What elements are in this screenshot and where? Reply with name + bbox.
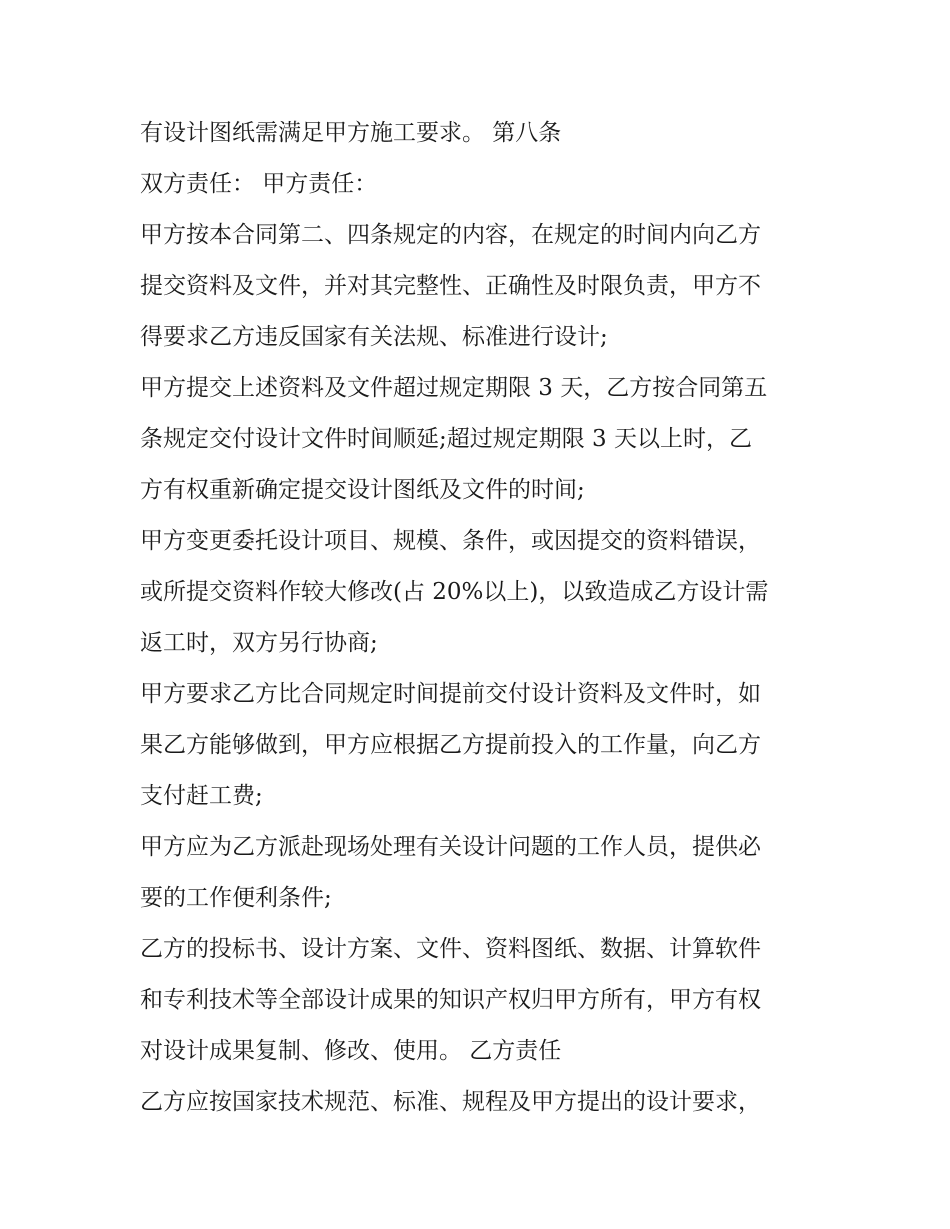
text-line: 支付赶工费; bbox=[140, 783, 263, 809]
text-line: 乙方的投标书、设计方案、文件、资料图纸、数据、计算软件 bbox=[140, 936, 761, 962]
text-line: 得要求乙方违反国家有关法规、标准进行设计; bbox=[140, 324, 608, 350]
contract-text bbox=[140, 108, 820, 1128]
text-line: 提交资料及文件，并对其完整性、正确性及时限负责，甲方不 bbox=[140, 273, 761, 299]
text-line: 甲方变更委托设计项目、规模、条件，或因提交的资料错误， bbox=[140, 528, 761, 554]
text-line: 或所提交资料作较大修改(占 20%以上)，以致造成乙方设计需 bbox=[140, 579, 769, 605]
text-line: 返工时，双方另行协商; bbox=[140, 630, 378, 656]
text-line: 双方责任： 甲方责任： bbox=[140, 171, 378, 197]
text-line: 甲方提交上述资料及文件超过规定期限 3 天，乙方按合同第五 bbox=[140, 375, 768, 401]
text-line: 和专利技术等全部设计成果的知识产权归甲方所有，甲方有权 bbox=[140, 987, 761, 1013]
text-line: 要的工作便利条件; bbox=[140, 885, 332, 911]
text-line: 对设计成果复制、修改、使用。 乙方责任 bbox=[140, 1038, 562, 1064]
text-line: 甲方按本合同第二、四条规定的内容，在规定的时间内向乙方 bbox=[140, 222, 761, 248]
text-line: 甲方要求乙方比合同规定时间提前交付设计资料及文件时，如 bbox=[140, 681, 761, 707]
text-line: 乙方应按国家技术规范、标准、规程及甲方提出的设计要求， bbox=[140, 1089, 761, 1115]
text-line: 方有权重新确定提交设计图纸及文件的时间; bbox=[140, 477, 585, 503]
text-line: 果乙方能够做到，甲方应根据乙方提前投入的工作量，向乙方 bbox=[140, 732, 761, 758]
text-line: 有设计图纸需满足甲方施工要求。 第八条 bbox=[140, 120, 562, 146]
text-line: 条规定交付设计文件时间顺延;超过规定期限 3 天以上时，乙 bbox=[140, 426, 753, 452]
text-line: 甲方应为乙方派赴现场处理有关设计问题的工作人员，提供必 bbox=[140, 834, 761, 860]
